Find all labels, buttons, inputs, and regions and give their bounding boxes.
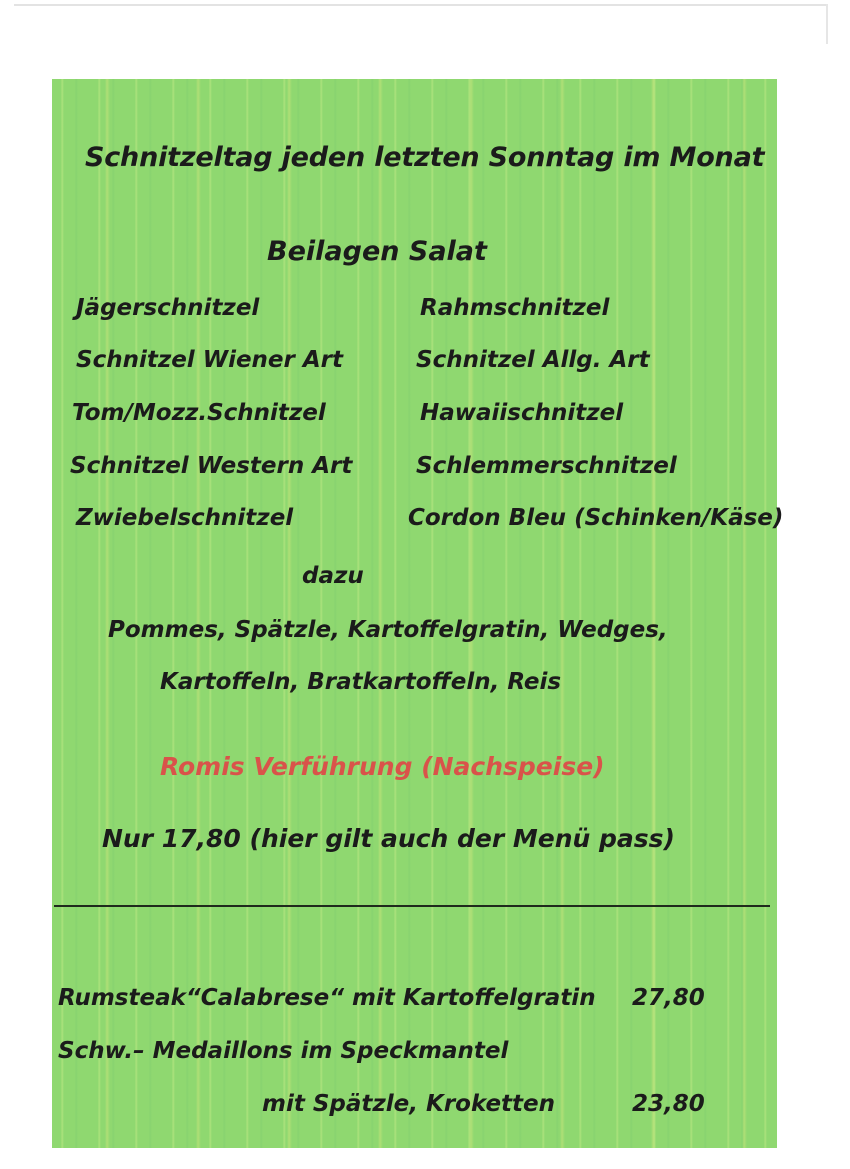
dish-name: Schw.– Medaillons im Speckmantel	[58, 1038, 509, 1064]
scan-edge-right	[826, 4, 828, 44]
schnitzel-item-left: Zwiebelschnitzel	[76, 505, 294, 531]
scan-edge-top	[14, 4, 826, 6]
schnitzel-item-left: Schnitzel Wiener Art	[76, 347, 344, 373]
flyer-title: Schnitzeltag jeden letzten Sonntag im Monat	[85, 142, 765, 173]
dish-name: Rumsteak“Calabrese“ mit Kartoffelgratin	[58, 985, 596, 1011]
schnitzel-item-left: Jägerschnitzel	[76, 295, 260, 321]
dish-price: 23,80	[632, 1091, 705, 1117]
schnitzel-price-line: Nur 17,80 (hier gilt auch der Menü pass)	[102, 824, 675, 853]
schnitzel-item-left: Tom/Mozz.Schnitzel	[72, 400, 326, 426]
side-dishes-line: Kartoffeln, Bratkartoffeln, Reis	[160, 669, 562, 695]
schnitzel-item-right: Hawaiischnitzel	[420, 400, 624, 426]
dish-price: 27,80	[632, 985, 705, 1011]
dessert-line: Romis Verführung (Nachspeise)	[160, 752, 605, 781]
section-divider	[54, 905, 770, 907]
schnitzel-item-right: Schnitzel Allg. Art	[416, 347, 650, 373]
dazu-label: dazu	[302, 563, 364, 589]
flyer-subtitle: Beilagen Salat	[267, 236, 487, 267]
schnitzel-item-left: Schnitzel Western Art	[70, 453, 353, 479]
schnitzel-item-right: Rahmschnitzel	[420, 295, 610, 321]
side-dishes-line: Pommes, Spätzle, Kartoffelgratin, Wedges,	[108, 617, 668, 643]
schnitzel-item-right: Schlemmerschnitzel	[416, 453, 677, 479]
schnitzel-item-right: Cordon Bleu (Schinken/Käse)	[408, 505, 784, 531]
dish-name-continuation: mit Spätzle, Kroketten	[262, 1091, 556, 1117]
